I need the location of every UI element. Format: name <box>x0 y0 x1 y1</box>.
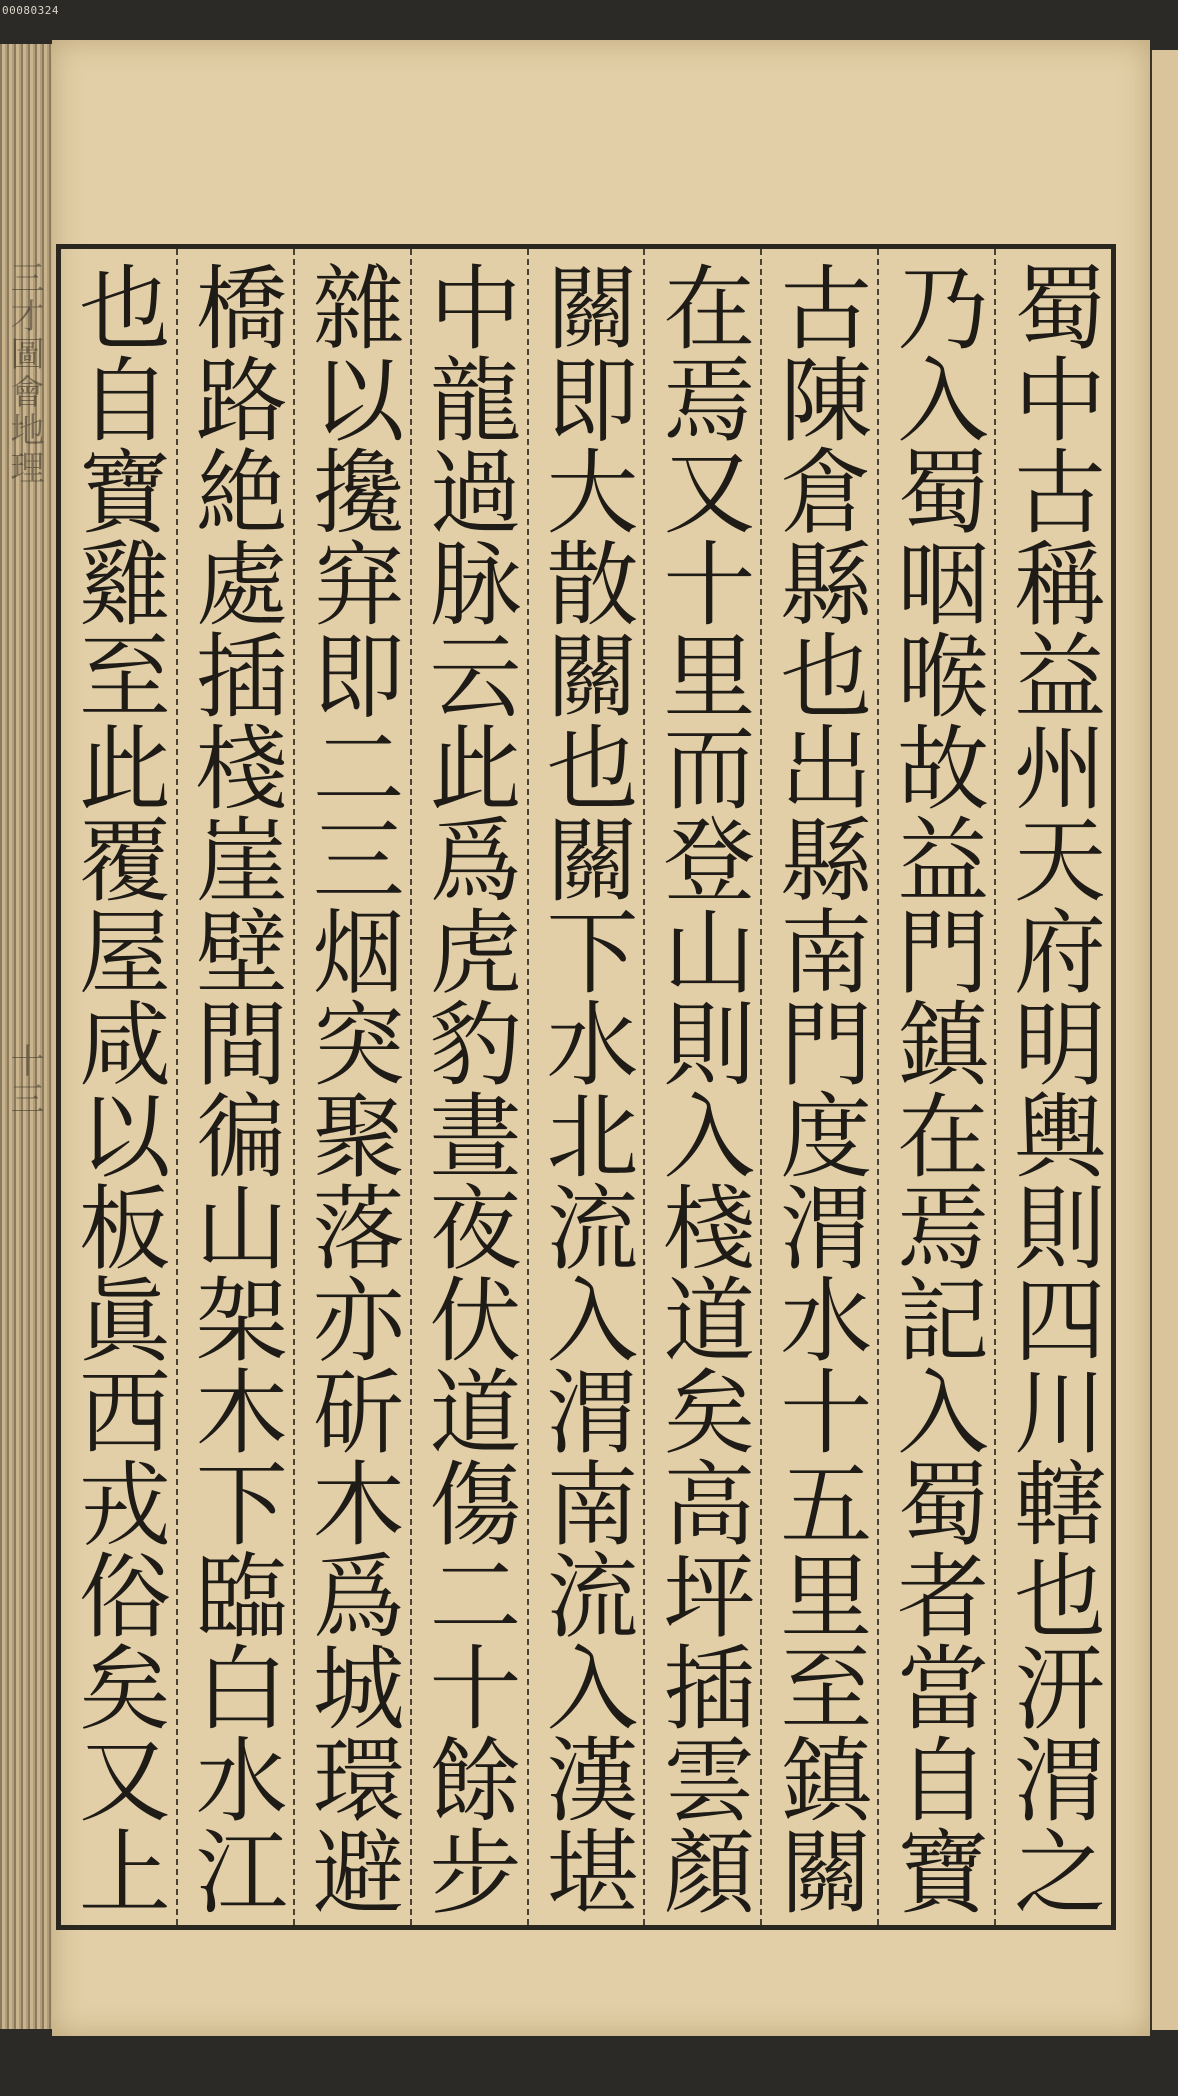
text-column-2: 乃入蜀咽喉故益門鎮在焉記入蜀者當自寶 <box>877 249 994 1925</box>
fore-edge-book-title: 三才圖會地理 <box>4 260 44 488</box>
scan-id-label: 00080324 <box>2 4 59 17</box>
facing-page-sliver <box>1150 50 1178 2030</box>
text-column-5: 關即大散關也關下水北流入渭南流入漢堪 <box>527 249 644 1925</box>
text-frame <box>56 244 1116 1930</box>
text-columns <box>61 249 1111 1925</box>
text-column-6: 中龍過脉云此爲虎豹晝夜伏道傷二十餘步 <box>410 249 527 1925</box>
fore-edge-page-number: 十三 <box>4 1042 44 1119</box>
text-column-1: 蜀中古稱益州天府明輿則四川轄也汧渭之 <box>994 249 1111 1925</box>
text-column-7: 雜以攙穽即二三烟突聚落亦斫木爲城環避 <box>293 249 410 1925</box>
fore-edge-title <box>6 260 42 1710</box>
text-column-3: 古陳倉縣也出縣南門度渭水十五里至鎮關 <box>760 249 877 1925</box>
text-column-8: 橋路絶處插棧崖壁間徧山架木下臨白水江 <box>176 249 293 1925</box>
text-column-4: 在焉又十里而登山則入棧道矣高坪插雲顏 <box>643 249 760 1925</box>
text-column-9: 也自寶雞至此覆屋咸以板眞西戎俗矣又上 <box>63 260 171 1916</box>
